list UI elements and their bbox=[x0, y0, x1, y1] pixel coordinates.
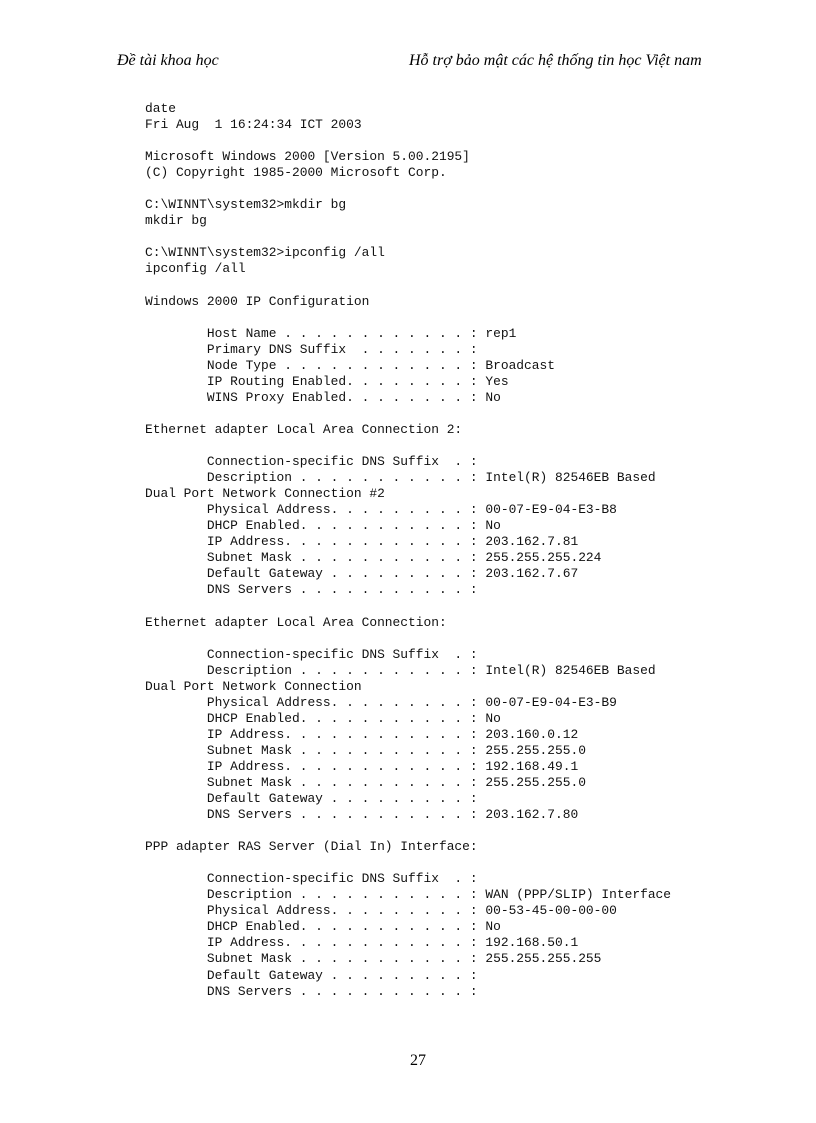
header-title-right: Hỗ trợ bảo mật các hệ thống tin học Việt nam bbox=[409, 52, 702, 69]
console-line: Description . . . . . . . . . . . : Intel(R) 82546EB Based bbox=[145, 662, 656, 678]
console-line: Connection-specific DNS Suffix . : bbox=[145, 454, 478, 470]
console-line: Description . . . . . . . . . . . : WAN (PPP/SLIP) Interface bbox=[145, 887, 672, 903]
console-line: IP Address. . . . . . . . . . . . : 192.168.50.1 bbox=[145, 935, 579, 951]
console-line: Connection-specific DNS Suffix . : bbox=[145, 871, 478, 887]
console-line: Subnet Mask . . . . . . . . . . . : 255.255.255.224 bbox=[145, 550, 602, 566]
console-line: WINS Proxy Enabled. . . . . . . . : No bbox=[145, 389, 501, 405]
console-line: Subnet Mask . . . . . . . . . . . : 255.255.255.255 bbox=[145, 951, 602, 967]
console-line: Default Gateway . . . . . . . . . : bbox=[145, 791, 478, 807]
page-number: 27 bbox=[410, 1052, 426, 1069]
console-line: C:\WINNT\system32>mkdir bg bbox=[145, 197, 347, 213]
console-output bbox=[145, 101, 785, 1000]
console-line: Microsoft Windows 2000 [Version 5.00.2195] bbox=[145, 149, 470, 165]
console-line: IP Address. . . . . . . . . . . . : 203.160.0.12 bbox=[145, 726, 579, 742]
console-line: IP Routing Enabled. . . . . . . . : Yes bbox=[145, 373, 509, 389]
console-line: Physical Address. . . . . . . . . : 00-53-45-00-00-00 bbox=[145, 903, 617, 919]
console-line: Node Type . . . . . . . . . . . . : Broadcast bbox=[145, 357, 555, 373]
console-line: mkdir bg bbox=[145, 213, 207, 229]
header-title-left: Đề tài khoa học bbox=[117, 52, 219, 69]
console-line: ipconfig /all bbox=[145, 261, 246, 277]
console-line: DHCP Enabled. . . . . . . . . . . : No bbox=[145, 919, 501, 935]
console-line: DNS Servers . . . . . . . . . . . : 203.162.7.80 bbox=[145, 807, 579, 823]
console-line: Windows 2000 IP Configuration bbox=[145, 293, 370, 309]
console-line: Physical Address. . . . . . . . . : 00-07-E9-04-E3-B8 bbox=[145, 502, 617, 518]
console-line: Subnet Mask . . . . . . . . . . . : 255.255.255.0 bbox=[145, 774, 586, 790]
console-line: DHCP Enabled. . . . . . . . . . . : No bbox=[145, 710, 501, 726]
console-line: (C) Copyright 1985-2000 Microsoft Corp. bbox=[145, 165, 447, 181]
console-line: IP Address. . . . . . . . . . . . : 192.168.49.1 bbox=[145, 758, 579, 774]
console-line: Ethernet adapter Local Area Connection 2: bbox=[145, 421, 463, 437]
console-line: DNS Servers . . . . . . . . . . . : bbox=[145, 983, 478, 999]
console-line: Connection-specific DNS Suffix . : bbox=[145, 646, 478, 662]
console-line: PPP adapter RAS Server (Dial In) Interface: bbox=[145, 839, 478, 855]
console-line: Ethernet adapter Local Area Connection: bbox=[145, 614, 447, 630]
console-line: Default Gateway . . . . . . . . . : 203.162.7.67 bbox=[145, 566, 579, 582]
console-line: Subnet Mask . . . . . . . . . . . : 255.255.255.0 bbox=[145, 742, 586, 758]
console-line: Primary DNS Suffix . . . . . . . : bbox=[145, 341, 478, 357]
console-line: C:\WINNT\system32>ipconfig /all bbox=[145, 245, 385, 261]
console-line: Host Name . . . . . . . . . . . . : rep1 bbox=[145, 325, 517, 341]
console-line: Description . . . . . . . . . . . : Intel(R) 82546EB Based bbox=[145, 470, 656, 486]
console-line: date bbox=[145, 101, 176, 116]
console-line: Fri Aug 1 16:24:34 ICT 2003 bbox=[145, 117, 362, 133]
console-line: DHCP Enabled. . . . . . . . . . . : No bbox=[145, 518, 501, 534]
console-line: Default Gateway . . . . . . . . . : bbox=[145, 967, 478, 983]
console-line: Dual Port Network Connection bbox=[145, 678, 362, 694]
console-line: Physical Address. . . . . . . . . : 00-07-E9-04-E3-B9 bbox=[145, 694, 617, 710]
console-line: DNS Servers . . . . . . . . . . . : bbox=[145, 582, 478, 598]
console-line: IP Address. . . . . . . . . . . . : 203.162.7.81 bbox=[145, 534, 579, 550]
console-line: Dual Port Network Connection #2 bbox=[145, 486, 385, 502]
